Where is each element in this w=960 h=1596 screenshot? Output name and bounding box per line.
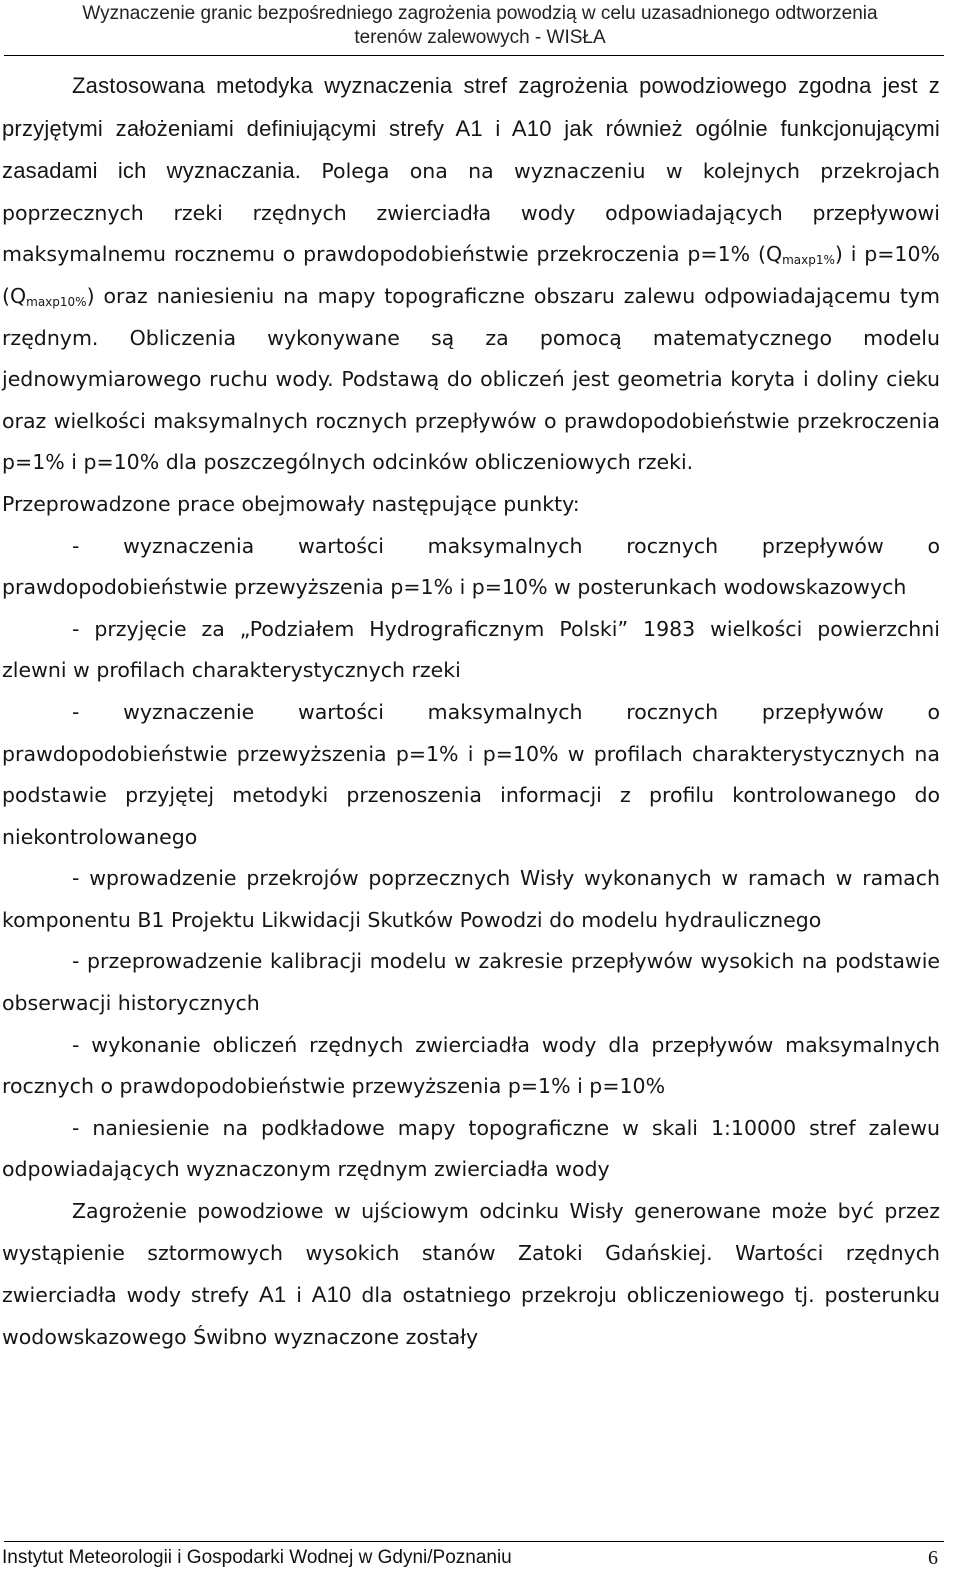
intro-text-3: ) i p=10% (Q [2, 242, 940, 308]
final-text-mid: i [286, 1283, 312, 1308]
list-item: - wprowadzenie przekrojów poprzecznych Wisły wykonanych w ramach w ramach komponentu B1 Projektu Likwidacji Skutków Powodzi do modelu hydraulicznego [2, 866, 940, 932]
final-text-1: Zagrożenie powodziowe w ujściowym odcinku Wisły generowane może być przez wystąpienie sztormowych wysokich stanów Zatoki Gdańskiej. Wartości rzędnych zwierciadła wody strefy [2, 1199, 940, 1308]
zone-a1: A1 [259, 1282, 287, 1308]
header-divider [4, 55, 944, 56]
document-body [2, 65, 940, 1358]
subscript-maxp1: maxp1% [782, 253, 835, 268]
list-item: - wykonanie obliczeń rzędnych zwierciadła wody dla przepływów maksymalnych rocznych o prawdopodobieństwie przewyższenia p=1% i p=10% [2, 1032, 940, 1099]
page-header [0, 2, 960, 50]
intro-text-2: Polega ona na wyznaczeniu w kolejnych przekrojach poprzecznych rzeki rzędnych zwierciadła wody odpowiadających przepływowi maksymalnemu rocznemu o prawdopodobieństwie przekroczenia p=1% (Q [2, 159, 940, 267]
footer-organization: Instytut Meteorologii i Gospodarki Wodnej w Gdyni/Poznaniu [2, 1547, 512, 1568]
intro-sentence-1: Zastosowana metodyka wyznaczenia stref zagrożenia powodziowego zgodna jest z przyjętymi założeniami definiującymi strefy A1 i A10 jak również ogólnie funkcjonującymi zasadami ich wyznaczania. [2, 73, 940, 184]
intro-paragraph [2, 65, 940, 484]
list-item: - naniesienie na podkładowe mapy topograficzne w skali 1:10000 stref zalewu odpowiadających wyznaczonym rzędnym zwierciadła wody [2, 1115, 940, 1182]
zone-a10: A10 [311, 1282, 352, 1308]
header-title-line-2: terenów zalewowych - WISŁA [354, 27, 606, 48]
intro-text-4: ) oraz naniesieniu na mapy topograficzne obszaru zalewu odpowiadającemu tym rzędnym. Obliczenia wykonywane są za pomocą matematycznego modelu jednowymiarowego ruchu wody. Podstawą do obliczeń jest geometria koryta i doliny cieku oraz wielkości maksymalnych rocznych przepływów o prawdopodobieństwie przekroczenia p=1% i p=10% dla poszczególnych odcinków obliczeniowych rzeki. [2, 283, 940, 475]
list-item: - przyjęcie za „Podziałem Hydrograficznym Polski” 1983 wielkości powierzchni zlewni w profilach charakterystycznych rzeki [2, 616, 940, 683]
list-item: - przeprowadzenie kalibracji modelu w zakresie przepływów wysokich na podstawie obserwacji historycznych [2, 949, 940, 1016]
page-number: 6 [928, 1547, 938, 1569]
list-item: - wyznaczenia wartości maksymalnych rocznych przepływów o prawdopodobieństwie przewyższenia p=1% i p=10% w posterunkach wodowskazowych [2, 533, 940, 600]
footer-divider [4, 1541, 944, 1542]
header-title-line-1: Wyznaczenie granic bezpośredniego zagrożenia powodzią w celu uzasadnionego odtworzenia [82, 3, 878, 24]
works-intro: Przeprowadzone prace obejmowały następujące punkty: [2, 491, 580, 516]
final-text-2: dla ostatniego przekroju obliczeniowego tj. posterunku wodowskazowego Świbno wyznaczone zostały [2, 1283, 941, 1349]
subscript-maxp10: maxp10% [26, 294, 87, 309]
list-item: - wyznaczenie wartości maksymalnych rocznych przepływów o prawdopodobieństwie przewyższenia p=1% i p=10% w profilach charakterystycznych na podstawie przyjętej metodyki przenoszenia informacji z profilu kontrolowanego do niekontrolowanego [2, 699, 940, 849]
final-paragraph [2, 1191, 940, 1358]
